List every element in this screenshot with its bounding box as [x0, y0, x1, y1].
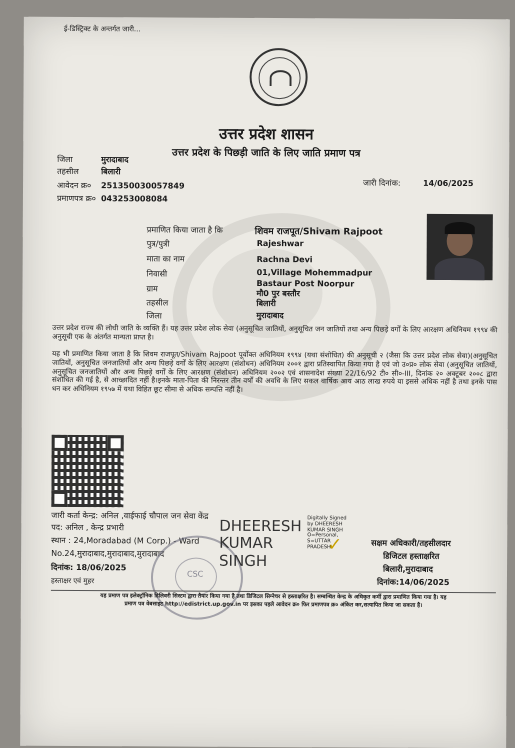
applicant-photo: [427, 214, 493, 280]
mother-label: माता का नाम: [146, 254, 185, 264]
certificate-paper: [20, 17, 510, 748]
declaration-paragraph: यह भी प्रमाणित किया जाता है कि शिवम राजपूत/Shivam Rajpoot पूर्वोक्त अधिनियम १९९४ (यथा संशोधित) की अनुसूची २ (जैसा कि उत्तर प्रदेश लोक सेवा)(अनुसूचित जातियों, अनुसूचित जनजातियों और अन्य पिछड़े वर्गों के लिए आरक्षण (संशोधन) अधिनियम २००१ द्वारा प्रतिस्थापित किया गया है एवं जो उ०प्र० लोक सेवा (अनुसूचित जातियों, अनुसूचित जनजातियों और अन्य पिछड़े वर्गों के लिए आरक्षण (संशोधन) अधिनियम २००२ एवं शासनादेश संख्या 22/16/92 टी० सी०-III, दिनांक २० अक्टूबर २००८ द्वारा संशोधित की गई है, से आच्छादित नहीं है।इनके माता-पिता की निरन्तर तीन वर्षों की अवधि के लिए सकल वार्षिक आय आठ लाख रुपये या इससे अधिक नहीं है तथा इनके पास धन कर अधिनियम १९५७ में यथा विहित छूट सीमा से अधिक सम्पत्ति नहीं है।: [51, 349, 498, 394]
village-name: मौ0 पुर बस्तौर: [256, 288, 300, 299]
certificate-no-value: 043253008084: [100, 194, 168, 204]
qr-code: [51, 435, 123, 507]
digital-sign-note: Digitally Signed by DHEERESH KUMAR SINGH O=Personal, S=UTTAR PRADESH: [307, 515, 347, 551]
meta-tehsil-value: बिलारी: [101, 167, 121, 177]
seal-label: हस्ताक्षर एवं मुहर: [50, 576, 95, 586]
resident-label: निवासी: [146, 269, 168, 279]
application-no-label: आवेदन क्र०: [57, 180, 92, 191]
father-label: पुत्र/पुत्री: [146, 239, 170, 249]
meta-district-value: मुरादाबाद: [101, 155, 129, 165]
address-line2: Bastaur Post Noorpur: [256, 278, 355, 289]
footer-line2: प्रमाण पत्र वेबसाइट http://edistrict.up.gov.in पर इसका पहले आवेदन क्र० फिर प्रमाणपत्र क्र० अंकित कर,सत्यापित किया जा सकता है।: [124, 600, 423, 609]
issue-date-label: जारी दिनांक:: [363, 178, 401, 188]
authority-date: दिनांक:14/06/2025: [376, 577, 450, 587]
issuing-operator: पद: अनिल , केन्द्र प्रभारी: [51, 522, 124, 533]
footer-line1: यह प्रमाण पत्र इलेक्ट्रॉनिक डिलिवरी सिस्टम द्वारा तैयार किया गया है तथा डिजिटल सिग्नेचर से हस्ताक्षरित है। सम्बन्धित केन्द्र के अधिकृत कर्मी द्वारा प्रमाणित किया गया है। यह: [100, 593, 447, 601]
certificate-title: उत्तर प्रदेश के पिछड़ी जाति के लिए जाति प्रमाण पत्र: [171, 147, 361, 160]
authority-designation: सक्षम अधिकारी/तहसीलदार: [371, 538, 451, 548]
issuing-place-line2: No.24,मुरादाबाद,मुरादाबाद,मुरादाबाद: [51, 548, 165, 559]
caste-paragraph: उत्तर प्रदेश राज्य की लोधी जाति के व्यक्ति हैं। यह उत्तर प्रदेश लोक सेवा (अनुसूचित जातियों, अनुसूचित जन जातियों तथा अन्य पिछड़े वर्गों के लिए आरक्षण अधिनियम १९९४ की अनुसूची एक के अंतर्गत मान्यता प्राप्त है।: [52, 323, 498, 342]
signer-name: DHEERESH KUMAR SINGH: [219, 516, 302, 570]
application-no-value: 251350030057849: [101, 181, 185, 191]
up-state-emblem: [249, 48, 307, 106]
signature-valid-check-icon: ✓: [327, 534, 343, 556]
address-line1: 01,Village Mohemmadpur: [256, 267, 373, 278]
issue-date-value: 14/06/2025: [423, 178, 474, 189]
district-name: मुरादाबाद: [256, 310, 284, 321]
certify-label: प्रमाणित किया जाता है कि: [146, 225, 223, 235]
issuing-center: जारी कर्ता केन्द्र: अनिल ,वाईफाई चौपाल जन सेवा केंद्र: [51, 510, 209, 521]
person-name: शिवम राजपूत/Shivam Rajpoot: [254, 226, 383, 238]
authority-digital-signed: डिजिटल हस्ताक्षरित: [383, 551, 440, 561]
village-label: ग्राम: [146, 284, 158, 294]
issuing-place-line1: स्थान : 24,Moradabad (M Corp.) - Ward: [51, 535, 200, 546]
footer-note: [51, 593, 496, 611]
district-note: ई-डिस्ट्रिक्ट के अन्तर्गत जारी...: [63, 24, 141, 34]
meta-tehsil-label: तहसील: [57, 166, 79, 177]
mother-name: Rachna Devi: [256, 254, 313, 265]
govt-title: उत्तर प्रदेश शासन: [219, 124, 314, 144]
tehsil-name: बिलारी: [256, 298, 276, 309]
meta-district-label: जिला: [57, 154, 73, 164]
father-name: Rajeshwar: [256, 238, 304, 249]
issuing-date: दिनांक: 18/06/2025: [51, 562, 127, 573]
authority-location: बिलारी,मुरादाबाद: [383, 564, 433, 574]
tehsil-label: तहसील: [146, 298, 169, 308]
certificate-no-label: प्रमाणपत्र क्र०: [56, 193, 96, 204]
district-label: जिला: [146, 311, 162, 321]
stamp-text: CSC: [186, 569, 204, 579]
